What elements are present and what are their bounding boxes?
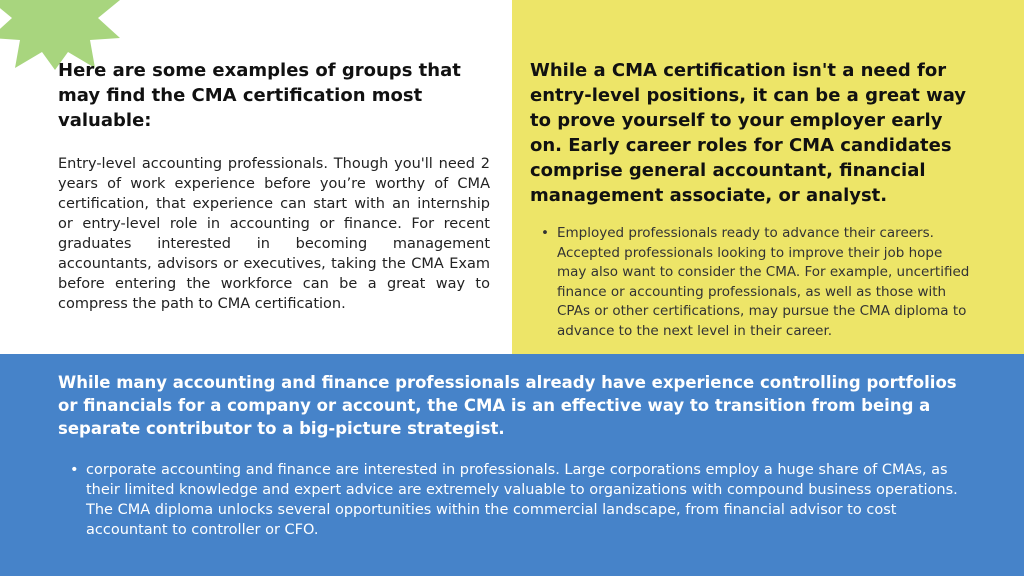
right-heading: While a CMA certification isn't a need for entry-level positions, it can be a great way to prove yourself to your employer early on. Early career roles for CMA candidates comprise general accountant, financial management associate, or analyst. [530, 60, 967, 206]
list-item-text: corporate accounting and finance are interested in professionals. Large corporations employ a huge share of CMAs, as their limited knowledge and expert advice are extremely valuable to organizations with compound business operations. The CMA diploma unlocks several opportunities within the commercial landscape, from financial advisor to cost accountant to controller or CFO. [86, 462, 958, 538]
bullet-icon: • [541, 225, 549, 241]
left-heading: Here are some examples of groups that may find the CMA certification most valuable: [58, 60, 461, 131]
list-item [70, 460, 980, 540]
bottom-heading: While many accounting and finance professionals already have experience controlling portfolios or financials for a company or account, the CMA is an effective way to transition from being a separate contributor to a big-picture strategist. [58, 373, 957, 438]
right-bullet-list [541, 224, 971, 341]
bullet-icon: • [70, 462, 79, 478]
left-body-text: Entry-level accounting professionals. Though you'll need 2 years of work experience before you’re worthy of CMA certification, that experience can start with an internship or entry-level role in accounting or finance. For recent graduates interested in becoming management accountants, advisors or executives, taking the CMA Exam before entering the workforce can be a great way to compress the path to CMA certification. [58, 156, 490, 312]
list-item [541, 224, 971, 341]
bottom-bullet-list [70, 460, 980, 540]
list-item-text: Employed professionals ready to advance their careers. Accepted professionals looking to improve their job hope may also want to consider the CMA. For example, uncertified finance or accounting professionals, as well as those with CPAs or other certifications, may pursue the CMA diploma to advance to the next level in their career. [557, 225, 970, 339]
